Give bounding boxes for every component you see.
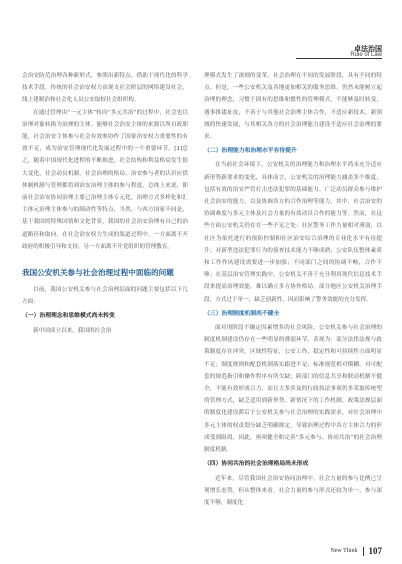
body-paragraph: 新中国成立以来，我国的社会治 bbox=[33, 327, 112, 334]
subsection-heading: （一）治理理念和思维模式尚未转变 bbox=[22, 313, 115, 320]
left-column bbox=[22, 70, 188, 337]
subsection-heading: （四）协同共治的社会治理格局尚未形成 bbox=[204, 461, 309, 468]
body-paragraph: 近年来，尽管我国社会治安协同治理中，社会力量的参与比例已呈现增长态势，但从整体来看，社会力量的参与形式还较为单一，参与深度不够，制度化 bbox=[204, 475, 382, 506]
column-title-cn: 卓法治国 bbox=[354, 45, 382, 53]
body-paragraph: 在通过管理由“一元主体”转向“多元共治”的过程中，社会也以治理对象转换为治理的主体。能够社会治安主体的来源以所自政职能，社会治安主体参与社会有效参协作了国家治安权力重要性的有效不足，成为治安管理现代化发展过程中的一个重要环节。[1]总之，随着中国现代化进程的不断推进，社会结构和利益格局发生很大变化，社会动员机制、社会治理的格局、治安参与者的认识应供体制机制与管理都将到治安治理主体的参与程度，总体上来说，即前社会治安协同治理主要已治理主体专元化，治理方式多样化和汇主体元治理主体参与的制动性等特点，当然，与西方国家不同是，基于我国的特殊国情和文化背景，我国的社会治安治理有自己的治道路径和取向。在社会治安权力生成的渠道过程中，一方面离不开政府的积极引导和支持，另一方面离不开党组织的管理教育。 bbox=[22, 109, 188, 250]
column-title-en: Rule of Law bbox=[350, 52, 382, 58]
body-paragraph: 在当前社会环境下，公安机关的治理能力和治理水平尚未充分适应新形势新要求的变化，具体而言，公安机关的治理能力涵盖多个维度，包括有效的治安严管打击违法犯罪的基础能力、广泛动员群众参与维护社会治安的能力，以及协调各方的合作治理等能力，其中，社会治安的协调难度与多元主体及社会力量的有效动员合作的能力等。然而，在这些方面公安机关仍存在一些不足之处：社区警务工作力量相对薄弱，以社区为依托进行的预防控制和社区治安综合治理的专业化水平有待提升；对新型违法犯罪行为的侦查技术能力不够成熟；公安队伍整体素质和工作作风建设需要进一步加强；不同部门之间的协调不畅，合作不够；在基层治安管理实践中，公安机关不善于充分利用现代信息技术手段来提高治理效能，难以确立多方协作格局。部分地区公安机关治理手段、方式过于单一，缺乏创新性，因而影响了警务效能的充分发挥。 bbox=[204, 162, 382, 303]
section-heading: 我国公安机关参与社会治理过程中面临的问题 bbox=[22, 268, 174, 278]
subsection-heading: （二）治理能力和治理水平有待提升 bbox=[204, 148, 297, 155]
body-paragraph: 面对现阶段不确定因素增多的社会风险，公安机关参与社会治理的制度机制建设仍存在一些明显的薄弱环节，表现为：部分法律法规与政策制度存在冲突，区域性特征，公安工作，稳定性和可持续性方面明显不足；制度规则和配套机制落实跟进不足；标准规范相对模糊，对可配套的规范指引和操作程序有所欠缺；跨部门的信息共享和联动机制不健全，不能有效形成合力，而且大多涉及的行政执法事项仍多采取传统型的管理方式，缺乏适用到新形势、新情况下的工作机制。政策法规层面的制度化建设滞后于公安机关参与社会治理的实践需求，对社会治理中多元主体的权责划分缺乏明确规定，导致治理过程中各方主体合力的形成受到阻碍，因此，亟须健全和完善“多元参与、协同共治”的社会治理制度机制。 bbox=[204, 325, 382, 454]
header-divider bbox=[296, 58, 382, 59]
page-number: 107 bbox=[368, 546, 382, 556]
right-column bbox=[204, 70, 382, 509]
page-header bbox=[0, 0, 402, 64]
journal-name: New Think bbox=[330, 548, 358, 554]
body-paragraph: 理模式发生了深刻的变革。社会治理在不同的发展阶段，具有不同的特点。但是，一些公安机关及各地更加相关的服务思维，仍然未能树立起治理的理念，习惯于固有的思维和惯性的管理模式，不能够及时转变，遇事推诿扯皮，不善于与其他社会治理主体合作，不适应新技术、新领域的快速发展，与其相关各方的社会治理能力建设不适应社会治理的要求。 bbox=[204, 73, 382, 141]
footer-divider bbox=[363, 547, 364, 556]
page-footer bbox=[330, 546, 382, 556]
body-paragraph: 目前，我国公安机关参与社会治理层面的问题主要包括以下几方面： bbox=[22, 287, 188, 306]
subsection-heading: （三）治理制度机制尚不健全 bbox=[204, 310, 280, 317]
body-paragraph: 会治安防范治理各种新形式，参照出新特点，借助于现代化的科学技术手段，传统的社会治安权力由现支社会阶层的网络建设社会，线上建制治和社会化人员公安取权社会组织构。 bbox=[22, 73, 188, 104]
